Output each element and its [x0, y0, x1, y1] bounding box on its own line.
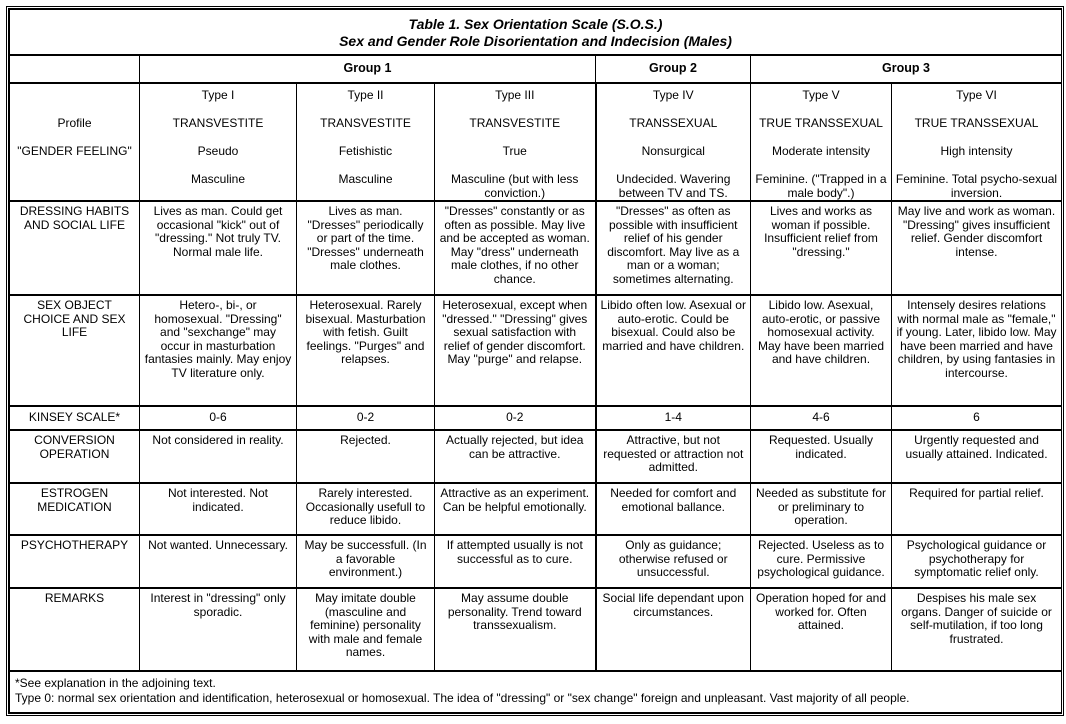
- table-cell: Lives as man. Could get occasional "kick" out of "dressing." Not truly TV. Normal male life.: [140, 201, 297, 295]
- type-gender-feeling: Feminine. Total psycho-sexual inversion.: [895, 172, 1058, 200]
- title: Table 1. Sex Orientation Scale (S.O.S.): [408, 16, 663, 32]
- type-name: Type VI: [956, 88, 997, 102]
- type-profile: TRUE TRANSSEXUAL: [759, 116, 883, 130]
- table-cell: Interest in "dressing" only sporadic.: [140, 588, 297, 671]
- table-cell: 0-2: [435, 406, 596, 430]
- table-cell: May imitate double (masculine and feminine) personality with male and female names.: [297, 588, 435, 671]
- type-subtype: True: [502, 144, 527, 158]
- table-cell: 6: [892, 406, 1062, 430]
- sos-table-frame: [6, 6, 1064, 716]
- type-subtype: Nonsurgical: [641, 144, 705, 158]
- group-1-header: Group 1: [140, 55, 596, 83]
- type-gender-feeling: Masculine (but with less conviction.): [451, 172, 579, 200]
- table-row: [10, 406, 1062, 430]
- table-row: [10, 295, 1062, 406]
- table-row: [10, 588, 1062, 671]
- table-cell: Hetero-, bi-, or homosexual. "Dressing" and "sexchange" may occur in masturbation fantasies mainly. May enjoy TV literature only.: [140, 295, 297, 406]
- type-profile: TRANSVESTITE: [320, 116, 411, 130]
- profile-label-cell: [10, 83, 140, 201]
- row-label: SEX OBJECT CHOICE AND SEX LIFE: [10, 295, 140, 406]
- type-header-5: [751, 83, 892, 201]
- row-label: KINSEY SCALE*: [10, 406, 140, 430]
- group-2-header: Group 2: [596, 55, 751, 83]
- table-row: [10, 535, 1062, 588]
- table-cell: Rejected. Useless as to cure. Permissive psychological guidance.: [751, 535, 892, 588]
- table-cell: Rejected.: [297, 430, 435, 483]
- table-cell: Psychological guidance or psychotherapy for symptomatic relief only.: [892, 535, 1062, 588]
- type-name: Type III: [495, 88, 535, 102]
- table-cell: 0-2: [297, 406, 435, 430]
- table-cell: Only as guidance; otherwise refused or unsuccessful.: [596, 535, 751, 588]
- type-header-2: [297, 83, 435, 201]
- table-title: [10, 10, 1062, 56]
- table-cell: Urgently requested and usually attained. Indicated.: [892, 430, 1062, 483]
- subtitle: Sex and Gender Role Disorientation and Indecision (Males): [339, 33, 732, 49]
- footnote: *See explanation in the adjoining text.: [15, 676, 216, 690]
- type-name: Type II: [347, 88, 384, 102]
- row-label: CONVERSION OPERATION: [10, 430, 140, 483]
- table-cell: Rarely interested. Occasionally usefull to reduce libido.: [297, 483, 435, 535]
- table-cell: If attempted usually is not successful as to cure.: [435, 535, 596, 588]
- table-row: [10, 483, 1062, 535]
- group-corner-cell: [10, 55, 140, 83]
- group-3-header: Group 3: [751, 55, 1062, 83]
- table-cell: 0-6: [140, 406, 297, 430]
- type-gender-feeling: Masculine: [190, 172, 246, 186]
- type-name: Type IV: [652, 88, 694, 102]
- table-cell: Lives as man. "Dresses" periodically or part of the time. "Dresses" underneath male clothes.: [297, 201, 435, 295]
- table-cell: Not considered in reality.: [140, 430, 297, 483]
- type-subtype: Fetishistic: [338, 144, 393, 158]
- table-cell: May assume double personality. Trend toward transsexualism.: [435, 588, 596, 671]
- type-header-6: [892, 83, 1062, 201]
- table-cell: May live and work as woman. "Dressing" gives insufficient relief. Gender discomfort intense.: [892, 201, 1062, 295]
- table-cell: Attractive, but not requested or attraction not admitted.: [596, 430, 751, 483]
- table-cell: Not wanted. Unnecessary.: [140, 535, 297, 588]
- type-subtype: Pseudo: [197, 144, 239, 158]
- type-profile: TRUE TRANSSEXUAL: [914, 116, 1039, 130]
- table-cell: Libido low. Asexual, auto-erotic, or passive homosexual activity. May have been married and have children.: [751, 295, 892, 406]
- type-name: Type V: [802, 88, 840, 102]
- footnote: Type 0: normal sex orientation and identification, heterosexual or homosexual. The idea of "dressing" or "sex change" foreign and unpleasant. Vast majority of all people.: [15, 691, 910, 705]
- profile-label: Profile: [57, 116, 92, 130]
- table-cell: Heterosexual. Rarely bisexual. Masturbation with fetish. Guilt feelings. "Purges" and relapses.: [297, 295, 435, 406]
- table-cell: May be successfull. (In a favorable environment.): [297, 535, 435, 588]
- type-profile: TRANSVESTITE: [172, 116, 264, 130]
- table-cell: Social life dependant upon circumstances.: [596, 588, 751, 671]
- table-row: [10, 430, 1062, 483]
- footnotes: [10, 671, 1062, 713]
- type-header-1: [140, 83, 297, 201]
- table-cell: 1-4: [596, 406, 751, 430]
- type-subtype: High intensity: [940, 144, 1013, 158]
- table-cell: Needed for comfort and emotional ballance.: [596, 483, 751, 535]
- table-cell: Attractive as an experiment. Can be helpful emotionally.: [435, 483, 596, 535]
- table-cell: Intensely desires relations with normal male as "female," if young. Later, libido low. May have been married and have children, by using fantasies in intercourse.: [892, 295, 1062, 406]
- table-cell: Operation hoped for and worked for. Often attained.: [751, 588, 892, 671]
- table-cell: Heterosexual, except when "dressed." "Dressing" gives sexual satisfaction with relief of gender discomfort. May "purge" and relapse.: [435, 295, 596, 406]
- table-cell: Libido often low. Asexual or auto-erotic. Could be bisexual. Could also be married and have children.: [596, 295, 751, 406]
- sex-orientation-scale-table: [9, 9, 1062, 713]
- table-cell: Not interested. Not indicated.: [140, 483, 297, 535]
- table-cell: 4-6: [751, 406, 892, 430]
- type-header-3: [435, 83, 596, 201]
- type-subtype: Moderate intensity: [771, 144, 871, 158]
- type-gender-feeling: Undecided. Wavering between TV and TS.: [616, 172, 731, 200]
- table-cell: Lives and works as woman if possible. Insufficient relief from "dressing.": [751, 201, 892, 295]
- type-header-4: [596, 83, 751, 201]
- table-cell: Despises his male sex organs. Danger of suicide or self-mutilation, if too long frustrated.: [892, 588, 1062, 671]
- table-cell: Needed as substitute for or preliminary to operation.: [751, 483, 892, 535]
- row-label: PSYCHOTHERAPY: [10, 535, 140, 588]
- table-cell: Requested. Usually indicated.: [751, 430, 892, 483]
- table-cell: Actually rejected, but idea can be attractive.: [435, 430, 596, 483]
- type-profile: TRANSSEXUAL: [629, 116, 718, 130]
- type-profile: TRANSVESTITE: [469, 116, 561, 130]
- row-label: REMARKS: [10, 588, 140, 671]
- table-cell: "Dresses" as often as possible with insufficient relief of his gender discomfort. May live as a man or a woman; sometimes alternating.: [596, 201, 751, 295]
- table-row: [10, 201, 1062, 295]
- type-gender-feeling: Feminine. ("Trapped in a male body".): [755, 172, 887, 200]
- table-cell: Required for partial relief.: [892, 483, 1062, 535]
- type-gender-feeling: Masculine: [338, 172, 393, 186]
- row-label: DRESSING HABITS AND SOCIAL LIFE: [10, 201, 140, 295]
- gender-feeling-label: "GENDER FEELING": [17, 144, 132, 158]
- type-name: Type I: [201, 88, 235, 102]
- table-cell: "Dresses" constantly or as often as possible. May live and be accepted as woman. May "dress" underneath male clothes, if no other chance.: [435, 201, 596, 295]
- row-label: ESTROGEN MEDICATION: [10, 483, 140, 535]
